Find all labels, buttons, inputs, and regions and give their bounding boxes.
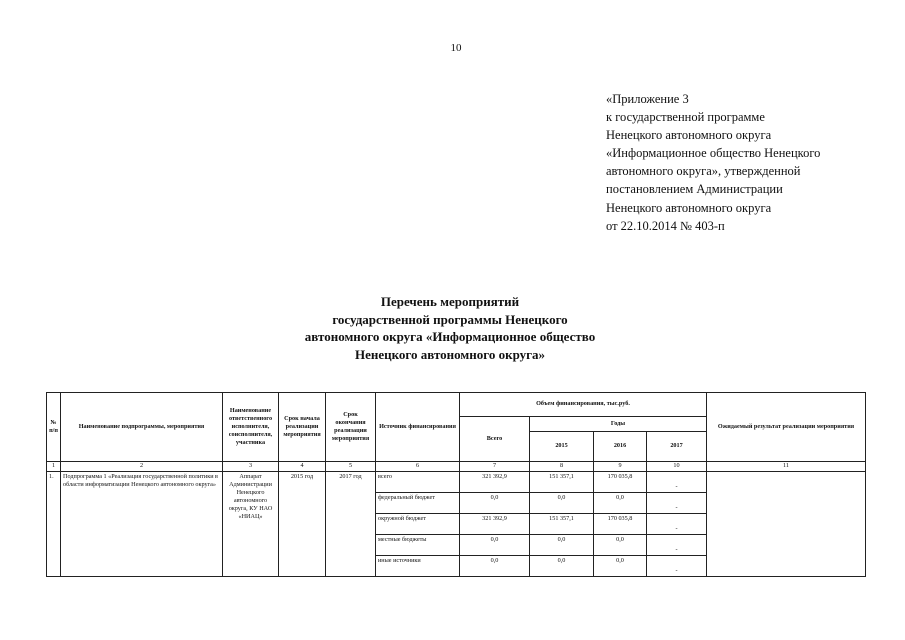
source-cell: местные бюджеты bbox=[376, 535, 460, 556]
appendix-line: «Информационное общество Ненецкого bbox=[606, 146, 821, 161]
column-number: 6 bbox=[376, 462, 460, 472]
year-2017-cell: - bbox=[647, 535, 707, 556]
year-2015-cell: 151 357,1 bbox=[530, 514, 594, 535]
item-name: Подпрограмма 1 «Реализация государственной политики в области информатизации Ненецкого автономного округа» bbox=[61, 472, 223, 577]
title-line: Ненецкого автономного округа» bbox=[354, 346, 546, 362]
header-total: Всего bbox=[460, 417, 530, 462]
column-number-row bbox=[47, 462, 866, 472]
item-number: 1. bbox=[47, 472, 61, 577]
title-line: государственной программы Ненецкого bbox=[332, 311, 568, 327]
appendix-line: от 22.10.2014 № 403-п bbox=[606, 218, 725, 233]
header-funding: Объем финансирования, тыс.руб. bbox=[460, 393, 707, 417]
year-2015-cell: 151 357,1 bbox=[530, 472, 594, 493]
source-cell: всего bbox=[376, 472, 460, 493]
item-executor: Аппарат Администрации Ненецкого автономного округа, КУ НАО «НИАЦ» bbox=[223, 472, 279, 577]
header-result: Ожидаемый результат реализации мероприятия bbox=[707, 393, 866, 462]
header-end: Срок окончания реализации мероприятия bbox=[326, 393, 376, 462]
appendix-line: постановлением Администрации bbox=[606, 182, 783, 197]
header-year-2016: 2016 bbox=[594, 432, 647, 462]
header-num: № п/п bbox=[47, 393, 61, 462]
header-executor: Наименование ответственного исполнителя, соисполнителя, участника bbox=[223, 393, 279, 462]
total-cell: 321 392,9 bbox=[460, 514, 530, 535]
year-2017-cell: - bbox=[647, 472, 707, 493]
header-year-2017: 2017 bbox=[647, 432, 707, 462]
total-cell: 0,0 bbox=[460, 535, 530, 556]
title-line: Перечень мероприятий bbox=[380, 294, 520, 309]
year-2016-cell: 0,0 bbox=[594, 556, 647, 577]
table-row bbox=[47, 472, 866, 493]
header-name: Наименование подпрограммы, мероприятия bbox=[61, 393, 223, 462]
year-2017-cell: - bbox=[647, 493, 707, 514]
appendix-line: Ненецкого автономного округа bbox=[606, 200, 772, 215]
column-number: 10 bbox=[647, 462, 707, 472]
total-cell: 321 392,9 bbox=[460, 472, 530, 493]
document-title bbox=[250, 293, 650, 363]
page-number: 10 bbox=[450, 42, 462, 54]
header-start: Срок начала реализации мероприятия bbox=[279, 393, 326, 462]
year-2016-cell: 170 035,8 bbox=[594, 514, 647, 535]
appendix-line: автономного округа», утвержденной bbox=[606, 164, 801, 179]
header-source: Источник финансирования bbox=[376, 393, 460, 462]
column-number: 8 bbox=[530, 462, 594, 472]
year-2016-cell: 170 035,8 bbox=[594, 472, 647, 493]
total-cell: 0,0 bbox=[460, 493, 530, 514]
column-number: 11 bbox=[707, 462, 866, 472]
column-number: 3 bbox=[223, 462, 279, 472]
column-number: 7 bbox=[460, 462, 530, 472]
item-end: 2017 год bbox=[326, 472, 376, 577]
item-start: 2015 год bbox=[279, 472, 326, 577]
measures-table bbox=[46, 392, 866, 577]
appendix-line: «Приложение 3 bbox=[606, 92, 689, 106]
year-2016-cell: 0,0 bbox=[594, 493, 647, 514]
year-2015-cell: 0,0 bbox=[530, 535, 594, 556]
column-number: 1 bbox=[47, 462, 61, 472]
year-2016-cell: 0,0 bbox=[594, 535, 647, 556]
header-years: Годы bbox=[530, 417, 707, 432]
year-2015-cell: 0,0 bbox=[530, 556, 594, 577]
source-cell: иные источники bbox=[376, 556, 460, 577]
total-cell: 0,0 bbox=[460, 556, 530, 577]
expected-result-cell bbox=[707, 472, 866, 577]
year-2017-cell: - bbox=[647, 514, 707, 535]
source-cell: окружной бюджет bbox=[376, 514, 460, 535]
appendix-note bbox=[606, 90, 896, 235]
appendix-line: к государственной программе bbox=[606, 110, 765, 125]
column-number: 2 bbox=[61, 462, 223, 472]
header-year-2015: 2015 bbox=[530, 432, 594, 462]
column-number: 9 bbox=[594, 462, 647, 472]
column-number: 5 bbox=[326, 462, 376, 472]
column-number: 4 bbox=[279, 462, 326, 472]
appendix-line: Ненецкого автономного округа bbox=[606, 128, 772, 143]
year-2015-cell: 0,0 bbox=[530, 493, 594, 514]
source-cell: федеральный бюджет bbox=[376, 493, 460, 514]
title-line: автономного округа «Информационное общество bbox=[304, 329, 596, 344]
year-2017-cell: - bbox=[647, 556, 707, 577]
